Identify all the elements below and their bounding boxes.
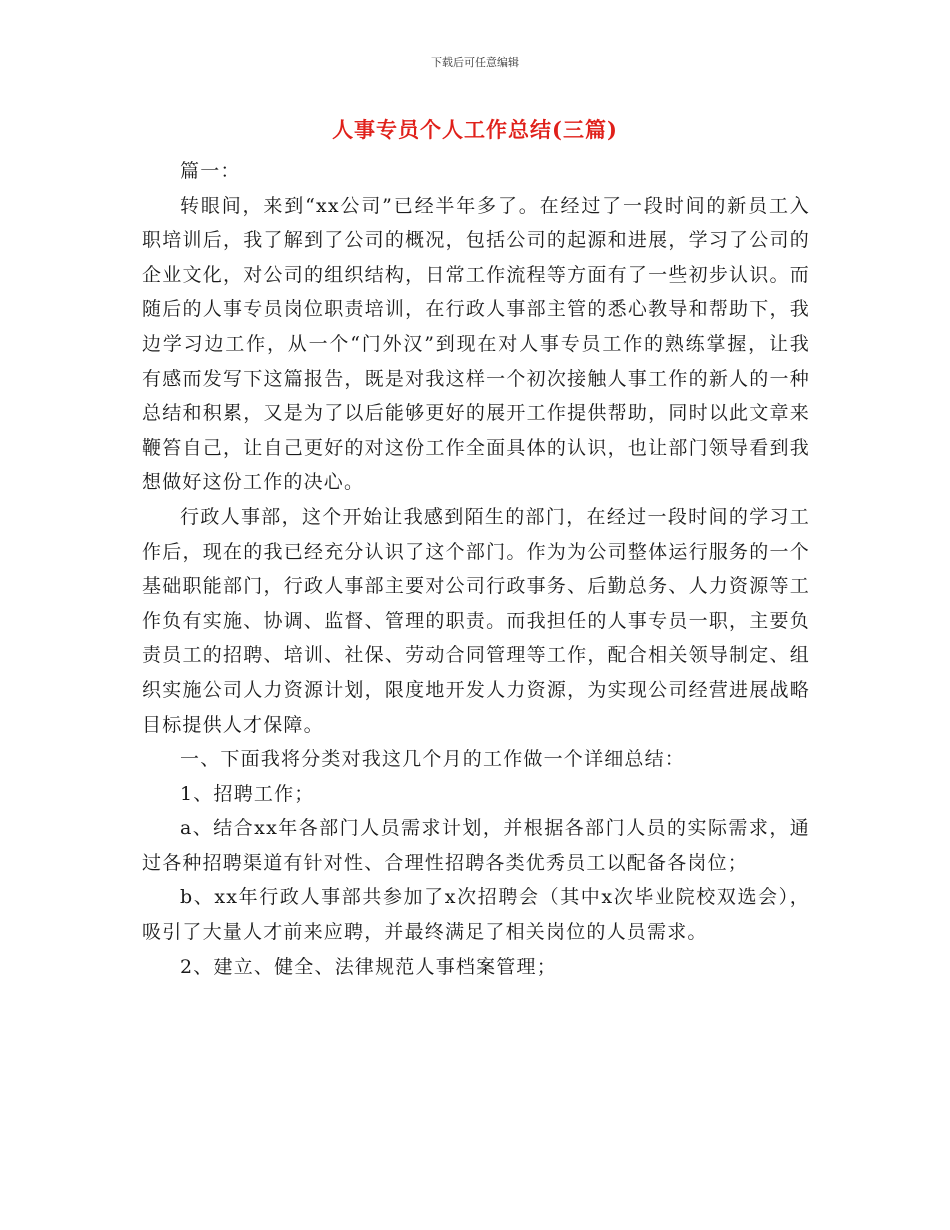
paragraph: b、xx年行政人事部共参加了x次招聘会（其中x次毕业院校双选会），吸引了大量人才前来应聘，并最终满足了相关岗位的人员需求。: [142, 886, 810, 944]
document-title: 人事专员个人工作总结(三篇): [332, 117, 618, 142]
header-note: 下载后可任意编辑: [431, 56, 519, 69]
paragraph: 一、下面我将分类对我这几个月的工作做一个详细总结：: [180, 748, 686, 771]
paragraph: 1、招聘工作；: [180, 782, 315, 805]
paragraph: a、结合xx年各部门人员需求计划，并根据各部门人员的实际需求，通过各种招聘渠道有针对性、合理性招聘各类优秀员工以配备各岗位；: [142, 817, 810, 874]
paragraph: 2、建立、健全、法律规范人事档案管理；: [180, 955, 557, 978]
paragraph: 转眼间，来到“xx公司”已经半年多了。在经过了一段时间的新员工入职培训后，我了解到了公司的概况，包括公司的起源和进展，学习了公司的企业文化，对公司的组织结构，日常工作流程等方面有了一些初步认识。而随后的人事专员岗位职责培训，在行政人事部主管的悉心教导和帮助下，我边学习边工作，从一个“门外汉”到现在对人事专员工作的熟练掌握，让我有感而发写下这篇报告，既是对我这样一个初次接触人事工作的新人的一种总结和积累，又是为了以后能够更好的展开工作提供帮助，同时以此文章来鞭笞自己，让自己更好的对这份工作全面具体的认识，也让部门领导看到我想做好这份工作的决心。: [142, 194, 810, 494]
document-body: [142, 154, 810, 984]
paragraph: 行政人事部，这个开始让我感到陌生的部门，在经过一段时间的学习工作后，现在的我已经充分认识了这个部门。作为为公司整体运行服务的一个基础职能部门，行政人事部主要对公司行政事务、后勤总务、人力资源等工作负有实施、协调、监督、管理的职责。而我担任的人事专员一职，主要负责员工的招聘、培训、社保、劳动合同管理等工作，配合相关领导制定、组织实施公司人力资源计划，限度地开发人力资源，为实现公司经营进展战略目标提供人才保障。: [142, 505, 810, 736]
paragraph: 篇一：: [180, 160, 241, 182]
